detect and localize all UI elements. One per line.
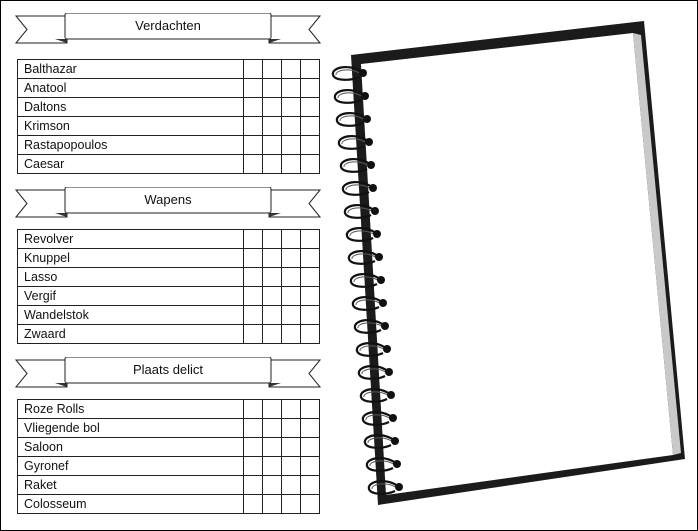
table-row [18, 495, 320, 514]
mark-cell[interactable] [263, 419, 282, 438]
section-banner-crime-scene [15, 357, 321, 391]
table-row [18, 306, 320, 325]
suspect-name: Krimson [18, 117, 244, 136]
weapon-name: Lasso [18, 268, 244, 287]
mark-cell[interactable] [244, 287, 263, 306]
mark-cell[interactable] [244, 306, 263, 325]
mark-cell[interactable] [282, 419, 301, 438]
mark-cell[interactable] [301, 419, 320, 438]
mark-cell[interactable] [263, 400, 282, 419]
mark-cell[interactable] [282, 400, 301, 419]
weapon-name: Zwaard [18, 325, 244, 344]
mark-cell[interactable] [282, 268, 301, 287]
location-name: Colosseum [18, 495, 244, 514]
mark-cell[interactable] [263, 268, 282, 287]
mark-cell[interactable] [282, 249, 301, 268]
table-row [18, 136, 320, 155]
table-row [18, 287, 320, 306]
mark-cell[interactable] [301, 287, 320, 306]
mark-cell[interactable] [282, 155, 301, 174]
mark-cell[interactable] [244, 457, 263, 476]
mark-cell[interactable] [263, 117, 282, 136]
table-row [18, 400, 320, 419]
mark-cell[interactable] [263, 495, 282, 514]
mark-cell[interactable] [282, 438, 301, 457]
mark-cell[interactable] [301, 325, 320, 344]
section-banner-suspects [15, 13, 321, 47]
table-row [18, 249, 320, 268]
suspect-name: Caesar [18, 155, 244, 174]
mark-cell[interactable] [244, 230, 263, 249]
notebook-page[interactable] [361, 33, 673, 495]
weapon-name: Vergif [18, 287, 244, 306]
mark-cell[interactable] [282, 287, 301, 306]
mark-cell[interactable] [301, 268, 320, 287]
weapon-name: Knuppel [18, 249, 244, 268]
suspects-table [17, 59, 320, 174]
section-title: Verdachten [135, 18, 201, 33]
mark-cell[interactable] [301, 60, 320, 79]
mark-cell[interactable] [301, 495, 320, 514]
mark-cell[interactable] [301, 306, 320, 325]
mark-cell[interactable] [263, 136, 282, 155]
mark-cell[interactable] [301, 400, 320, 419]
table-row [18, 438, 320, 457]
mark-cell[interactable] [301, 230, 320, 249]
location-name: Gyronef [18, 457, 244, 476]
table-row [18, 419, 320, 438]
mark-cell[interactable] [244, 249, 263, 268]
weapons-table [17, 229, 320, 344]
suspect-name: Anatool [18, 79, 244, 98]
mark-cell[interactable] [244, 268, 263, 287]
mark-cell[interactable] [263, 79, 282, 98]
mark-cell[interactable] [282, 306, 301, 325]
suspect-name: Balthazar [18, 60, 244, 79]
suspect-name: Daltons [18, 98, 244, 117]
table-row [18, 79, 320, 98]
table-row [18, 98, 320, 117]
suspect-name: Rastapopoulos [18, 136, 244, 155]
table-row [18, 230, 320, 249]
mark-cell[interactable] [244, 98, 263, 117]
mark-cell[interactable] [263, 457, 282, 476]
mark-cell[interactable] [263, 438, 282, 457]
location-name: Saloon [18, 438, 244, 457]
mark-cell[interactable] [244, 117, 263, 136]
notebook-illustration [325, 21, 685, 511]
mark-cell[interactable] [263, 98, 282, 117]
mark-cell[interactable] [282, 98, 301, 117]
mark-cell[interactable] [301, 136, 320, 155]
mark-cell[interactable] [301, 98, 320, 117]
mark-cell[interactable] [263, 306, 282, 325]
mark-cell[interactable] [282, 495, 301, 514]
mark-cell[interactable] [301, 117, 320, 136]
table-row [18, 325, 320, 344]
section-title: Plaats delict [132, 362, 204, 377]
mark-cell[interactable] [282, 79, 301, 98]
mark-cell[interactable] [244, 419, 263, 438]
mark-cell[interactable] [282, 117, 301, 136]
table-row [18, 268, 320, 287]
mark-cell[interactable] [244, 136, 263, 155]
location-name: Vliegende bol [18, 419, 244, 438]
mark-cell[interactable] [282, 136, 301, 155]
mark-cell[interactable] [301, 79, 320, 98]
mark-cell[interactable] [282, 476, 301, 495]
mark-cell[interactable] [263, 60, 282, 79]
table-row [18, 60, 320, 79]
mark-cell[interactable] [244, 79, 263, 98]
crime-scene-table [17, 399, 320, 514]
mark-cell[interactable] [301, 155, 320, 174]
mark-cell[interactable] [244, 438, 263, 457]
table-row [18, 155, 320, 174]
mark-cell[interactable] [244, 476, 263, 495]
mark-cell[interactable] [282, 60, 301, 79]
mark-cell[interactable] [263, 476, 282, 495]
table-row [18, 457, 320, 476]
location-name: Roze Rolls [18, 400, 244, 419]
weapon-name: Wandelstok [18, 306, 244, 325]
mark-cell[interactable] [244, 325, 263, 344]
mark-cell[interactable] [263, 155, 282, 174]
mark-cell[interactable] [301, 438, 320, 457]
table-row [18, 117, 320, 136]
mark-cell[interactable] [263, 287, 282, 306]
weapon-name: Revolver [18, 230, 244, 249]
mark-cell[interactable] [263, 249, 282, 268]
mark-cell[interactable] [301, 476, 320, 495]
mark-cell[interactable] [301, 457, 320, 476]
mark-cell[interactable] [244, 60, 263, 79]
location-name: Raket [18, 476, 244, 495]
section-banner-weapons [15, 187, 321, 221]
mark-cell[interactable] [282, 325, 301, 344]
table-row [18, 476, 320, 495]
mark-cell[interactable] [263, 325, 282, 344]
mark-cell[interactable] [244, 155, 263, 174]
mark-cell[interactable] [301, 249, 320, 268]
mark-cell[interactable] [244, 400, 263, 419]
mark-cell[interactable] [244, 495, 263, 514]
spiral-notebook [325, 21, 685, 516]
section-title: Wapens [144, 192, 192, 207]
mark-cell[interactable] [263, 230, 282, 249]
mark-cell[interactable] [282, 230, 301, 249]
mark-cell[interactable] [282, 457, 301, 476]
